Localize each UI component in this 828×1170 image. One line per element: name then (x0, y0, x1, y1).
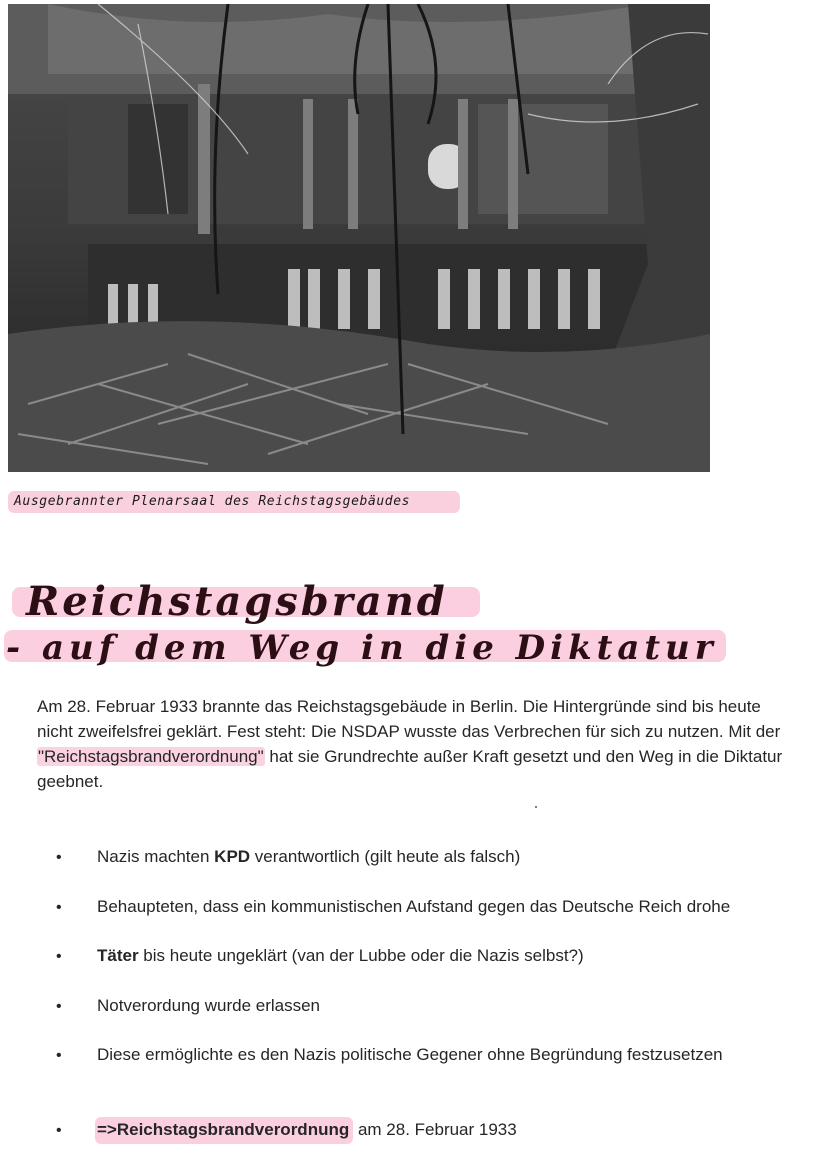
bullet-dot: • (56, 998, 62, 1015)
list-item (56, 944, 796, 969)
plenary-hall-photo-drawing (8, 4, 710, 472)
intro-part-2: hat sie Grundrechte außer Kraft gesetzt und den Weg in die Diktatur geebnet. (37, 747, 783, 791)
list-item (56, 994, 796, 1019)
bullet-bold: Täter (97, 946, 139, 965)
intro-paragraph (37, 694, 797, 794)
intro-part-1: Am 28. Februar 1933 brannte das Reichstagsgebäude in Berlin. Die Hintergründe sind bis heute nicht zweifelsfrei geklärt. Fest steht: Die NSDAP wusste das Verbrechen für sich zu nutzen. Mit der (37, 697, 781, 741)
bullet-dot: • (56, 899, 62, 916)
bullet-dot: • (56, 1122, 62, 1139)
last-bullet-text: am 28. Februar 1933 (353, 1120, 517, 1139)
bullet-text: Notverordung wurde erlassen (97, 996, 321, 1015)
list-item (56, 895, 796, 920)
photo-caption: Ausgebrannter Plenarsaal des Reichstagsgebäudes (8, 491, 460, 513)
bullet-dot: • (56, 1047, 62, 1064)
bullet-text: Behaupteten, dass ein kommunistischen Aufstand gegen das Deutsche Reich drohe (97, 897, 731, 916)
list-item (56, 1118, 796, 1143)
last-bullet-highlight: =>Reichstagsbrandverordnung (95, 1117, 353, 1144)
bullet-text: verantwortlich (gilt heute als falsch) (250, 847, 521, 866)
intro-highlight: "Reichstagsbrandverordnung" (38, 747, 264, 766)
bullet-bold: KPD (214, 847, 251, 866)
bullet-dot: • (56, 948, 62, 965)
stray-dot (535, 806, 537, 808)
title-line-1: Reichstagsbrand (26, 578, 448, 625)
bullet-text: Diese ermöglichte es den Nazis politische Gegener ohne Begründung festzusetzen (97, 1045, 723, 1064)
title-line-2: - auf dem Weg in die Diktatur (6, 628, 718, 668)
list-item (56, 1043, 796, 1068)
bullet-text: bis heute ungeklärt (van der Lubbe oder die Nazis selbst?) (138, 946, 584, 965)
list-item (56, 845, 796, 870)
plenary-hall-photo (8, 4, 710, 472)
bullet-dot: • (56, 849, 62, 866)
bullet-text: Nazis machten (97, 847, 215, 866)
